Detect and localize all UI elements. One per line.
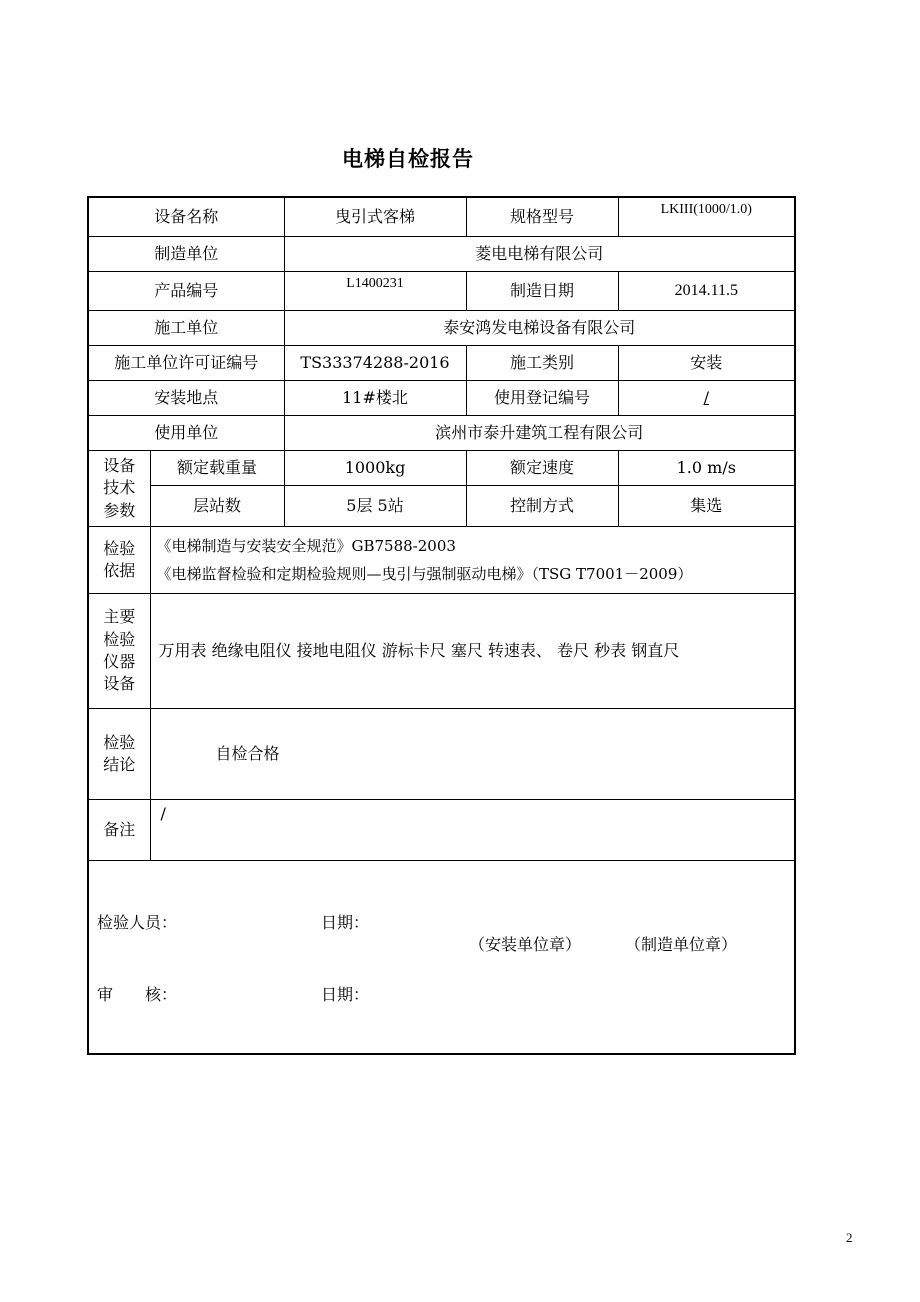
signature-area <box>88 861 795 1055</box>
basis-label <box>88 527 150 594</box>
remarks-label: 备注 <box>88 800 150 861</box>
control-value: 集选 <box>618 486 795 527</box>
basis-label-line: 依据 <box>103 561 136 580</box>
row-location <box>88 381 795 416</box>
location-label: 安装地点 <box>88 381 284 416</box>
instruments-label-line: 检验 <box>103 629 136 649</box>
row-device-name <box>88 197 795 237</box>
row-user <box>88 416 795 451</box>
mfg-date-value: 2014.11.5 <box>618 272 795 311</box>
row-remarks <box>88 800 795 861</box>
manufacturer-label: 制造单位 <box>88 237 284 272</box>
speed-label: 额定速度 <box>466 451 618 486</box>
row-instruments <box>88 594 795 709</box>
basis-line: 《电梯监督检验和定期检验规则—曳引与强制驱动电梯》（TSG T7001－2009） <box>156 565 693 583</box>
reviewer-date-label: 日期： <box>321 985 370 1004</box>
basis-line: 《电梯制造与安装安全规范》GB7588-2003 <box>156 536 456 555</box>
constructor-value: 泰安鸿发电梯设备有限公司 <box>284 311 795 346</box>
model-value: LKIII(1000/1.0) <box>618 197 795 237</box>
constructor-label: 施工单位 <box>88 311 284 346</box>
row-constructor <box>88 311 795 346</box>
license-label: 施工单位许可证编号 <box>88 346 284 381</box>
load-label: 额定载重量 <box>150 451 284 486</box>
conclusion-label <box>88 709 150 800</box>
product-no-label: 产品编号 <box>88 272 284 311</box>
tech-params-label <box>88 451 150 527</box>
floors-label: 层站数 <box>150 486 284 527</box>
device-name-label: 设备名称 <box>88 197 284 237</box>
tech-params-label-line: 技术 <box>103 478 136 498</box>
model-label: 规格型号 <box>466 197 618 237</box>
work-type-label: 施工类别 <box>466 346 618 381</box>
user-label: 使用单位 <box>88 416 284 451</box>
instruments-list: 万用表 绝缘电阻仪 接地电阻仪 游标卡尺 塞尺 转速表、 卷尺 秒表 钢直尺 <box>150 594 795 709</box>
row-tech-floors <box>88 486 795 527</box>
instruments-label <box>88 594 150 709</box>
work-type-value: 安装 <box>618 346 795 381</box>
location-value: 11#楼北 <box>284 381 466 416</box>
tech-params-label-line: 参数 <box>103 500 136 520</box>
inspector-label: 检验人员： <box>97 913 178 932</box>
remarks-value: / <box>150 800 795 861</box>
row-license <box>88 346 795 381</box>
reg-no-label: 使用登记编号 <box>466 381 618 416</box>
row-basis <box>88 527 795 594</box>
row-signatures <box>88 861 795 1055</box>
control-label: 控制方式 <box>466 486 618 527</box>
install-seal: （安装单位章） <box>469 935 582 954</box>
basis-content <box>150 527 795 594</box>
instruments-label-line: 仪器 <box>103 652 136 671</box>
speed-value: 1.0 m/s <box>618 451 795 486</box>
basis-label-line: 检验 <box>103 538 136 558</box>
conclusion-label-line: 检验 <box>103 732 136 752</box>
device-name-value: 曳引式客梯 <box>284 197 466 237</box>
inspector-date-label: 日期： <box>321 913 370 932</box>
floors-value: 5层 5站 <box>284 486 466 527</box>
reviewer-label: 审 核： <box>97 985 178 1004</box>
instruments-label-line: 主要 <box>103 607 136 627</box>
product-no-value: L1400231 <box>284 272 466 311</box>
mfg-seal: （制造单位章） <box>625 935 738 954</box>
user-value: 滨州市泰升建筑工程有限公司 <box>284 416 795 451</box>
mfg-date-label: 制造日期 <box>466 272 618 311</box>
row-manufacturer <box>88 237 795 272</box>
reg-no-value: / <box>618 381 795 416</box>
row-tech-load <box>88 451 795 486</box>
report-title: 电梯自检报告 <box>342 147 474 171</box>
report-table <box>87 196 796 1055</box>
page-number: 2 <box>846 1230 853 1245</box>
row-product-no <box>88 272 795 311</box>
license-value: TS33374288-2016 <box>284 346 466 381</box>
row-conclusion <box>88 709 795 800</box>
load-value: 1000kg <box>284 451 466 486</box>
manufacturer-value: 菱电电梯有限公司 <box>284 237 795 272</box>
conclusion-value: 自检合格 <box>150 709 795 800</box>
instruments-label-line: 设备 <box>103 674 136 694</box>
tech-params-label-line: 设备 <box>103 455 136 475</box>
conclusion-label-line: 结论 <box>103 755 136 774</box>
